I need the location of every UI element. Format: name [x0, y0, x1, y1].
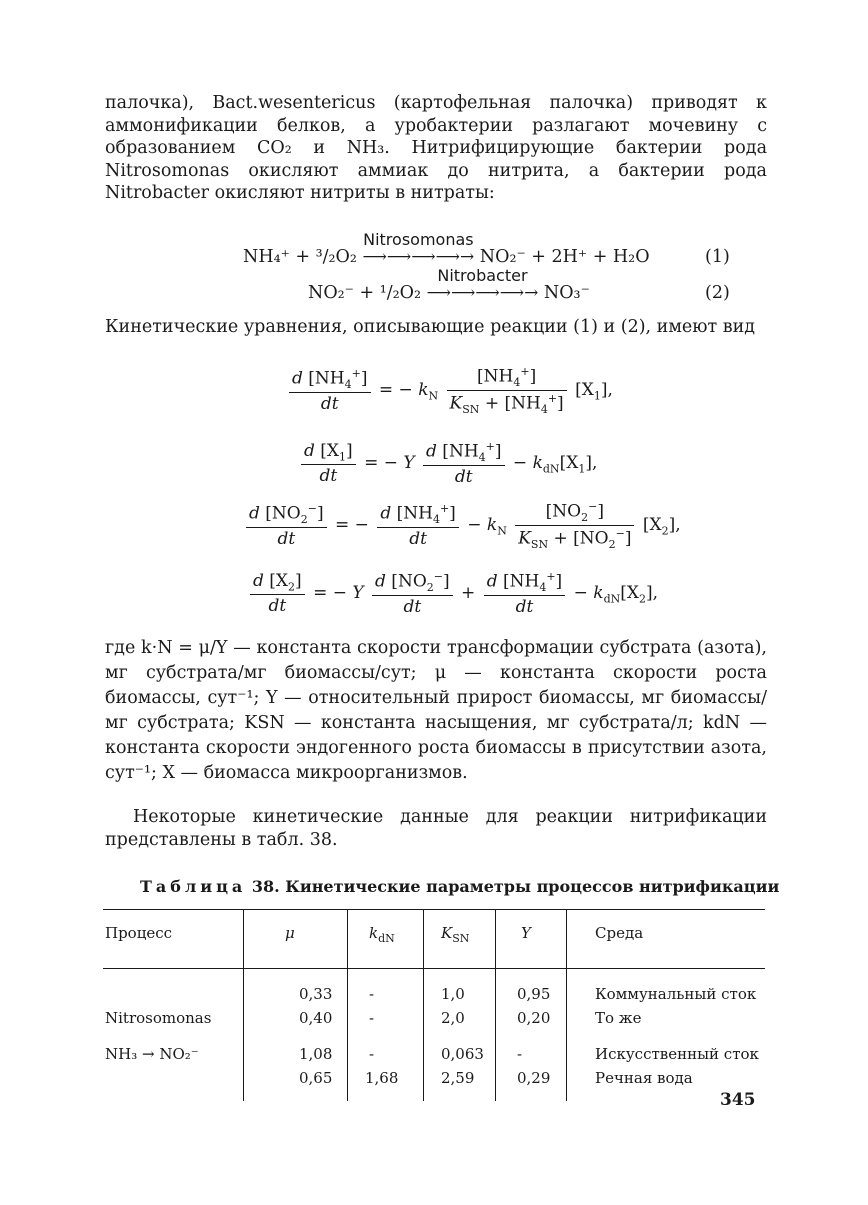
process-label-nitrosomonas: Nitrosomonas [105, 1009, 212, 1027]
reaction-2-arrow: Nitrobacter ⟶⟶⟶⟶→ [426, 266, 539, 303]
cell-mu: 0,33 [299, 985, 333, 1003]
cell-kdn: - [369, 985, 375, 1003]
table-col-divider [495, 909, 496, 1101]
cell-y: 0,29 [517, 1069, 551, 1087]
header-mu: μ [285, 924, 295, 942]
table-caption-title: 38. Кинетические параметры процессов нитрификации [251, 877, 780, 896]
cell-y: 0,95 [517, 985, 551, 1003]
kinetic-intro-text: Кинетические уравнения, описывающие реакции (1) и (2), имеют вид [105, 317, 756, 337]
cell-medium: Речная вода [595, 1069, 693, 1087]
reaction-2-catalyst: Nitrobacter [437, 266, 528, 285]
table-col-divider [423, 909, 424, 1101]
reaction-2-number: (2) [705, 283, 730, 303]
table-col-divider [347, 909, 348, 1101]
kinetics-table [103, 909, 765, 1101]
table-caption [140, 877, 780, 896]
cell-mu: 0,40 [299, 1009, 333, 1027]
page-number: 345 [720, 1090, 756, 1110]
header-ksn: $K_{SN}$ [441, 924, 470, 945]
table-header-rule [103, 968, 765, 969]
cell-ksn: 2,59 [441, 1069, 475, 1087]
header-y: Y [521, 924, 531, 942]
reaction-1-left: NH₄⁺ + ³/₂O₂ [243, 247, 357, 267]
cell-ksn: 1,0 [441, 985, 465, 1003]
cell-ksn: 0,063 [441, 1045, 484, 1063]
cell-kdn: - [369, 1045, 375, 1063]
cell-y: 0,20 [517, 1009, 551, 1027]
table-top-rule [103, 909, 765, 910]
table-reference-paragraph: Некоторые кинетические данные для реакции нитрификации представлены в табл. 38. [105, 807, 767, 850]
cell-mu: 0,65 [299, 1069, 333, 1087]
cell-ksn: 2,0 [441, 1009, 465, 1027]
reaction-1-catalyst: Nitrosomonas [363, 230, 474, 249]
table-col-divider [566, 909, 567, 1101]
header-kdn: $k_{dN}$ [369, 924, 395, 945]
reaction-1-arrow: Nitrosomonas ⟶⟶⟶⟶→ [362, 230, 475, 267]
reaction-2 [308, 266, 590, 305]
cell-kdn: - [369, 1009, 375, 1027]
cell-mu: 1,08 [299, 1045, 333, 1063]
reaction-1-right: NO₂⁻ + 2H⁺ + H₂O [479, 247, 650, 267]
kinetic-equation-3: $\frac{d [NO_2^-]}{dt}$ = − $\frac{d [NH_4^+]}{dt}$ − $k_N$ $\frac{[NO_2^-]}{K_{SN} + [NO_2^-]}$ $[X_2]$, [243, 500, 681, 551]
kinetic-equation-1: $\frac{d [NH_4^+]}{dt}$ = − $k_N$ $\frac{[NH_4^+]}{K_{SN} + [NH_4^+]}$ $[X_1]$, [286, 365, 613, 416]
reaction-2-right: NO₃⁻ [543, 283, 590, 303]
header-process: Процесс [105, 924, 173, 942]
table-col-divider [243, 909, 244, 1101]
cell-medium: То же [595, 1009, 642, 1027]
cell-medium: Искусственный сток [595, 1045, 759, 1063]
cell-y: - [517, 1045, 523, 1063]
cell-kdn: 1,68 [365, 1069, 399, 1087]
kinetic-equation-4: $\frac{d [X_2]}{dt}$ = − Y $\frac{d [NO_2^-]}{dt}$ + $\frac{d [NH_4^+]}{dt}$ − $k_{dN}[X_2]$, [247, 570, 658, 617]
cell-medium: Коммунальный сток [595, 985, 757, 1003]
variable-definitions: где k·N = μ/Y — константа скорости трансформации субстрата (азота), мг субстрата/мг биомассы/сут; μ — константа скорости роста биомассы, сут⁻¹; Y — относительный прирост биомассы, мг биомассы/мг субстрата; KSN — константа насыщения, мг субстрата/л; kdN — константа скорости эндогенного роста биомассы в присутствии азота, сут⁻¹; X — биомасса микроорганизмов. [105, 638, 767, 783]
reaction-1-number: (1) [705, 247, 730, 267]
header-medium: Среда [595, 924, 644, 942]
process-label-reaction: NH₃ → NO₂⁻ [105, 1045, 199, 1063]
kinetic-equation-2: $\frac{d [X_1]}{dt}$ = − Y $\frac{d [NH_4^+]}{dt}$ − $k_{dN}[X_1]$, [298, 440, 597, 487]
intro-paragraph: палочка), Bact.wesentericus (картофельная палочка) приводят к аммонификации белков, а уробактерии разлагают мочевину с образованием CO₂ и NH₃. Нитрифицирующие бактерии рода Nitrosomonas окисляют аммиак до нитрита, а бактерии рода Nitrobacter окисляют нитриты в нитраты: [105, 93, 767, 203]
table-caption-prefix: Таблица [140, 877, 247, 896]
reaction-2-left: NO₂⁻ + ¹/₂O₂ [308, 283, 421, 303]
